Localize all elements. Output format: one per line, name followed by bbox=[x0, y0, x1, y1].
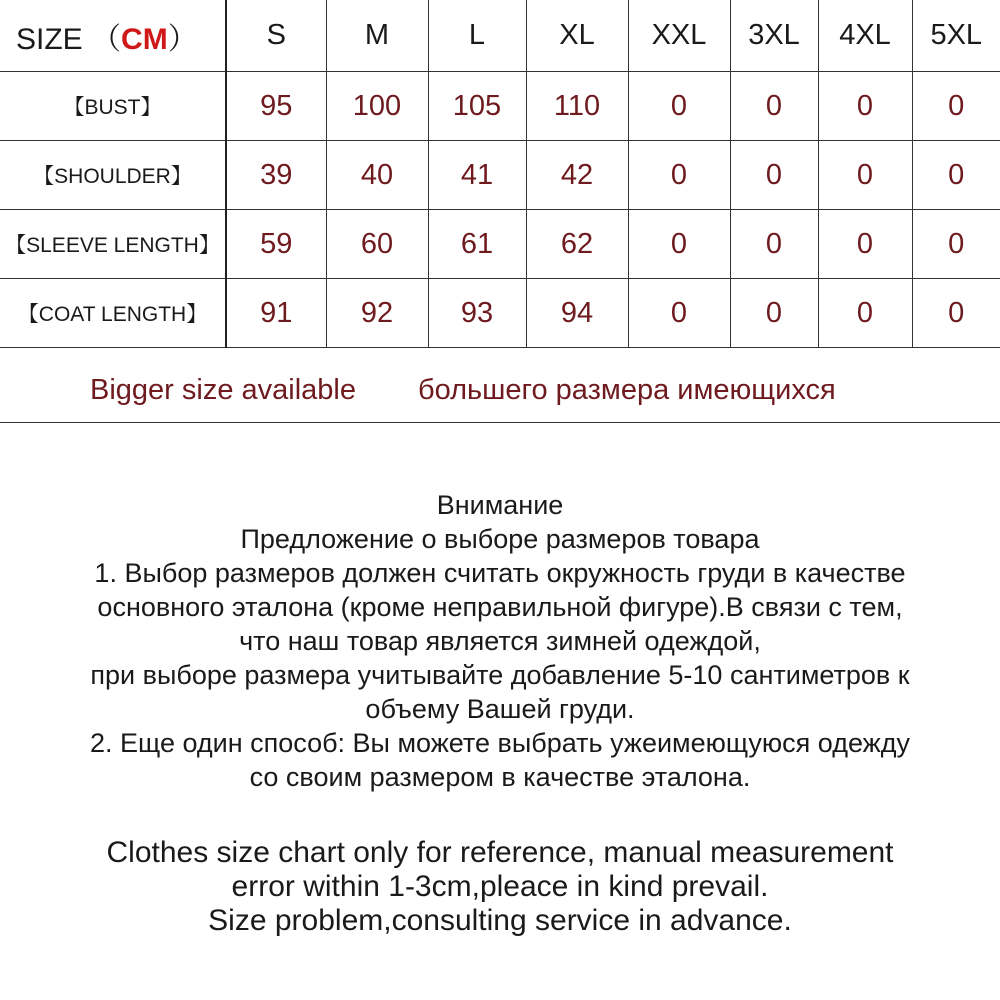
size-header-m: M bbox=[326, 0, 428, 72]
table-cell: 41 bbox=[428, 141, 526, 210]
table-cell: 0 bbox=[730, 210, 818, 279]
table-cell: 60 bbox=[326, 210, 428, 279]
table-cell: 0 bbox=[628, 279, 730, 348]
notes-line: объему Вашей груди. bbox=[365, 694, 635, 724]
english-note-line: Clothes size chart only for reference, manual measurement bbox=[106, 836, 894, 869]
size-label: SIZE bbox=[16, 22, 83, 56]
row-label-bust: 【BUST】 bbox=[0, 72, 226, 141]
notes-line: 2. Еще один способ: Вы можете выбрать ужеимеющуюся одежду bbox=[90, 728, 910, 758]
unit-label: CM bbox=[121, 22, 168, 56]
table-cell: 62 bbox=[526, 210, 628, 279]
table-cell: 0 bbox=[818, 72, 912, 141]
table-row-bust bbox=[0, 72, 1000, 141]
notes-line: со своим размером в качестве эталона. bbox=[249, 762, 751, 792]
table-cell: 0 bbox=[912, 141, 1000, 210]
row-label-shoulder: 【SHOULDER】 bbox=[0, 141, 226, 210]
table-cell: 0 bbox=[912, 72, 1000, 141]
table-cell: 61 bbox=[428, 210, 526, 279]
table-cell: 0 bbox=[818, 279, 912, 348]
bigger-size-banner bbox=[0, 356, 1000, 423]
table-cell: 0 bbox=[628, 72, 730, 141]
table-cell: 91 bbox=[226, 279, 326, 348]
notes-line: что наш товар является зимней одеждой, bbox=[239, 626, 761, 656]
table-cell: 94 bbox=[526, 279, 628, 348]
header-row bbox=[0, 0, 1000, 72]
table-cell: 0 bbox=[912, 210, 1000, 279]
notes-subtitle: Предложение о выборе размеров товара bbox=[240, 524, 760, 554]
table-cell: 59 bbox=[226, 210, 326, 279]
table-cell: 95 bbox=[226, 72, 326, 141]
notes-line: 1. Выбор размеров должен считать окружность груди в качестве bbox=[94, 558, 906, 588]
table-cell: 0 bbox=[912, 279, 1000, 348]
size-chart-table bbox=[0, 0, 1000, 348]
table-cell: 0 bbox=[730, 279, 818, 348]
table-cell: 0 bbox=[628, 210, 730, 279]
table-cell: 93 bbox=[428, 279, 526, 348]
row-label-sleeve-length: 【SLEEVE LENGTH】 bbox=[0, 210, 226, 279]
english-note-line: Size problem,consulting service in advance. bbox=[208, 904, 792, 937]
table-cell: 92 bbox=[326, 279, 428, 348]
sizing-notes-en bbox=[0, 836, 1000, 938]
notes-title: Внимание bbox=[436, 490, 564, 520]
size-header-xxl: XXL bbox=[628, 0, 730, 72]
size-header-l: L bbox=[428, 0, 526, 72]
size-header-xl: XL bbox=[526, 0, 628, 72]
table-cell: 0 bbox=[818, 210, 912, 279]
table-row-shoulder bbox=[0, 141, 1000, 210]
table-cell: 40 bbox=[326, 141, 428, 210]
size-header-s: S bbox=[226, 0, 326, 72]
banner-english: Bigger size available bbox=[90, 374, 356, 406]
size-header-4xl: 4XL bbox=[818, 0, 912, 72]
paren-close: ） bbox=[167, 22, 198, 56]
table-cell: 0 bbox=[730, 141, 818, 210]
table-cell: 105 bbox=[428, 72, 526, 141]
table-cell: 110 bbox=[526, 72, 628, 141]
notes-line: при выборе размера учитывайте добавление 5-10 сантиметров к bbox=[90, 660, 910, 690]
english-note-line: error within 1-3cm,pleace in kind prevail. bbox=[231, 870, 769, 903]
sizing-notes-ru bbox=[0, 488, 1000, 794]
table-cell: 0 bbox=[628, 141, 730, 210]
table-row-sleeve-length bbox=[0, 210, 1000, 279]
row-label-coat-length: 【COAT LENGTH】 bbox=[0, 279, 226, 348]
table-cell: 0 bbox=[730, 72, 818, 141]
table-cell: 39 bbox=[226, 141, 326, 210]
table-cell: 42 bbox=[526, 141, 628, 210]
size-unit-header bbox=[0, 0, 226, 72]
paren-open: （ bbox=[91, 22, 122, 56]
table-cell: 0 bbox=[818, 141, 912, 210]
table-cell: 100 bbox=[326, 72, 428, 141]
size-header-3xl: 3XL bbox=[730, 0, 818, 72]
banner-russian: большего размера имеющихся bbox=[418, 374, 836, 406]
table-row-coat-length bbox=[0, 279, 1000, 348]
size-header-5xl: 5XL bbox=[912, 0, 1000, 72]
notes-line: основного эталона (кроме неправильной фигуре).В связи с тем, bbox=[97, 592, 903, 622]
